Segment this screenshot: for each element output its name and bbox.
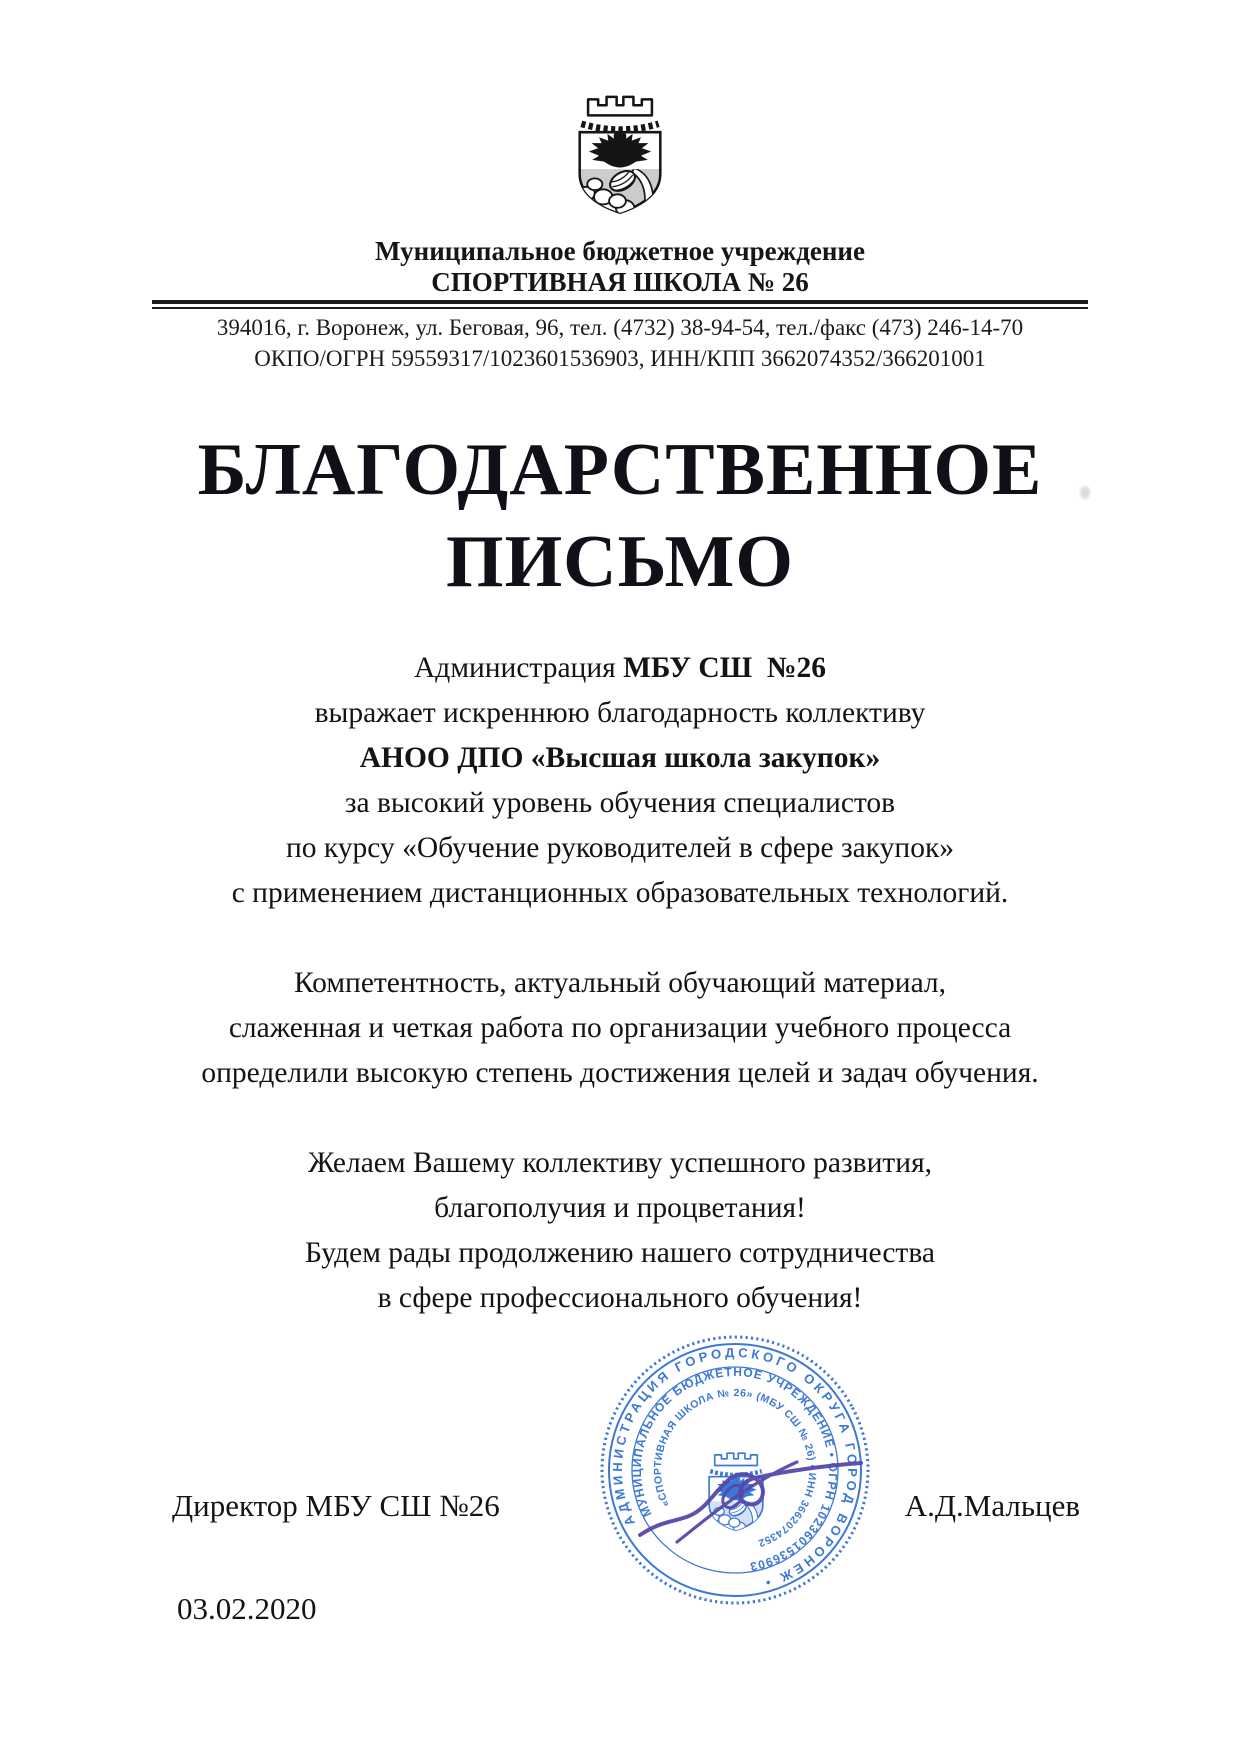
intro-lead-text: Администрация xyxy=(414,652,624,684)
paragraph-competence xyxy=(60,961,1180,1096)
intro-line6: с применением дистанционных образовательных технологий. xyxy=(231,877,1009,909)
paragraph-wishes xyxy=(60,1141,1180,1321)
intro-line2: выражает искреннюю благодарность коллективу xyxy=(314,697,926,729)
org-type-line: Муниципальное бюджетное учреждение xyxy=(375,236,865,266)
p2-line1: Компетентность, актуальный обучающий материал, xyxy=(293,967,947,999)
scan-smudge xyxy=(1080,486,1090,499)
intro-line1 xyxy=(60,646,1180,691)
letter-title xyxy=(0,424,1240,608)
voronezh-coat-of-arms xyxy=(536,80,704,223)
letter-title-line2: ПИСЬМО xyxy=(446,521,794,603)
intro-org-bold: МБУ СШ №26 xyxy=(623,652,826,684)
registration-line: ОКПО/ОГРН 59559317/1023601536903, ИНН/КПП 3662074352/366201001 xyxy=(254,346,986,371)
paragraph-intro xyxy=(60,646,1180,916)
stamp-outer-ring-text: АДМИНИСТРАЦИЯ ГОРОДСКОГО ОКРУГА ГОРОД ВОРОНЕЖ • xyxy=(609,1344,861,1592)
letter-date: 03.02.2020 xyxy=(177,1591,317,1626)
letter-title-line1: БЛАГОДАРСТВЕННОЕ xyxy=(197,429,1043,511)
signatory-position: Директор МБУ СШ №26 xyxy=(172,1488,500,1523)
p3-line4: в сфере профессионального обучения! xyxy=(377,1282,863,1314)
intro-line5: по курсу «Обучение руководителей в сфере закупок» xyxy=(285,832,955,864)
rule-thin-line xyxy=(152,307,1088,309)
p2-line3: определили высокую степень достижения целей и задач обучения. xyxy=(201,1057,1039,1089)
intro-line4: за высокий уровень обучения специалистов xyxy=(344,787,896,819)
letterhead-contact-block xyxy=(0,312,1240,374)
letterhead-org-block xyxy=(0,236,1240,298)
address-line: 394016, г. Воронеж, ул. Беговая, 96, тел. (4732) 38-94-54, тел./факс (473) 246-14-70 xyxy=(216,315,1024,340)
official-round-stamp xyxy=(585,1320,885,1620)
signatory-name: А.Д.Мальцев xyxy=(904,1488,1080,1523)
org-name-line: СПОРТИВНАЯ ШКОЛА № 26 xyxy=(431,267,809,297)
stamp-middle-ring-text: МУНИЦИПАЛЬНОЕ БЮДЖЕТНОЕ УЧРЕЖДЕНИЕ • ОГРН 1023601536903 xyxy=(629,1364,841,1574)
intro-line3-bold: АНОО ДПО «Высшая школа закупок» xyxy=(359,742,881,774)
p2-line2: слаженная и четкая работа по организации учебного процесса xyxy=(228,1012,1012,1044)
p3-line2: благополучия и процветания! xyxy=(434,1192,806,1224)
rule-thick-line xyxy=(152,300,1088,304)
letter-body xyxy=(60,646,1180,1366)
p3-line1: Желаем Вашему коллективу успешного развития, xyxy=(307,1147,933,1179)
stamp-inner-ring-text: «СПОРТИВНАЯ ШКОЛА № 26» (МБУ СШ № 26) • ИНН 3662074352 xyxy=(651,1386,819,1550)
p3-line3: Будем рады продолжению нашего сотрудничества xyxy=(305,1237,935,1269)
letterhead-separator-rule xyxy=(152,300,1088,309)
